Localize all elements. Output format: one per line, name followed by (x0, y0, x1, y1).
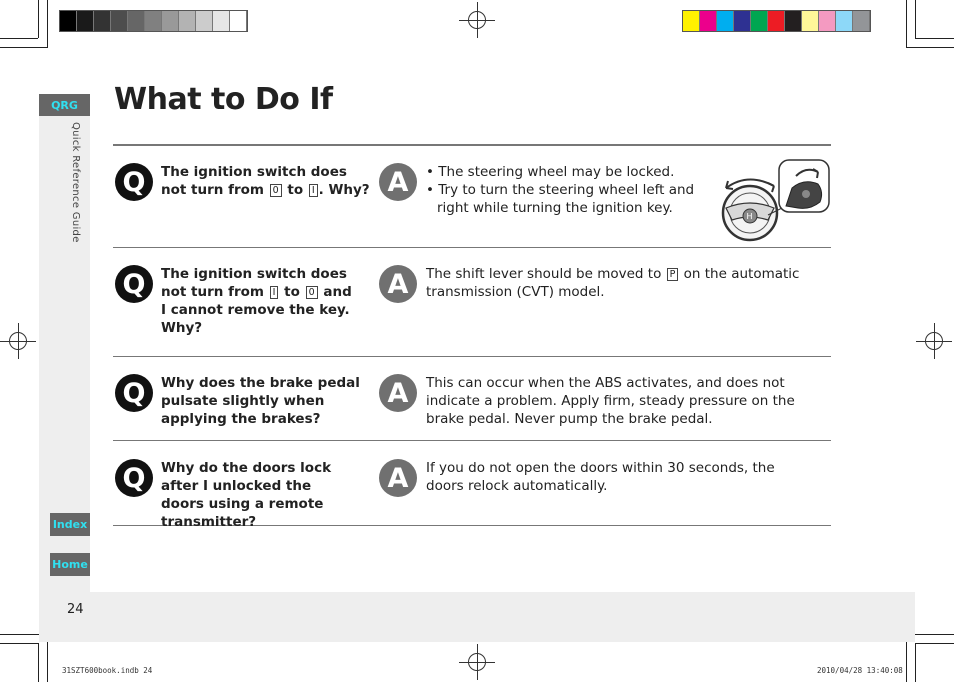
key-symbol: P (667, 268, 679, 281)
color-swatch (768, 11, 785, 31)
qrg-tab[interactable]: QRG (39, 94, 90, 116)
color-swatch (734, 11, 751, 31)
crop-mark (915, 643, 954, 644)
grayscale-color-bar (59, 10, 248, 32)
color-swatch (162, 11, 179, 31)
answer-text-part: on the automatic transmission (CVT) model. (426, 266, 800, 300)
crop-mark (0, 38, 38, 39)
question-text (161, 163, 371, 199)
color-swatch (819, 11, 836, 31)
color-swatch (836, 11, 853, 31)
crop-mark (915, 0, 916, 38)
answer-icon: A (379, 374, 417, 412)
crop-mark (0, 643, 38, 644)
crop-mark (906, 47, 954, 48)
question-icon: Q (115, 374, 153, 412)
color-swatch (802, 11, 819, 31)
footer-band (39, 592, 915, 642)
page-title: What to Do If (114, 82, 333, 117)
answer-bullet: • The steering wheel may be locked. (426, 164, 675, 180)
color-swatch (179, 11, 196, 31)
color-swatch (94, 11, 111, 31)
question-icon: Q (115, 163, 153, 201)
color-swatch (213, 11, 230, 31)
registration-mark-bottom (459, 644, 495, 680)
answer-bullet-text: Try to turn the steering wheel left and right while turning the ignition key. (437, 182, 695, 216)
print-slug-timestamp: 2010/04/28 13:40:08 (817, 666, 903, 675)
color-swatch (853, 11, 870, 31)
color-swatch (683, 11, 700, 31)
crop-mark (38, 643, 39, 682)
print-slug-file: 31SZT600book.indb 24 (62, 666, 153, 675)
color-swatch (785, 11, 802, 31)
color-swatch (700, 11, 717, 31)
divider (113, 356, 831, 357)
key-symbol: I (309, 184, 318, 197)
answer-bullet: • Try to turn the steering wheel left and right while turning the ignition key. (426, 182, 695, 216)
answer-icon: A (379, 265, 417, 303)
key-symbol: 0 (306, 286, 318, 299)
crop-mark (915, 643, 916, 682)
answer-text (426, 265, 816, 301)
section-label: Quick Reference Guide (70, 122, 81, 243)
color-swatch (230, 11, 247, 31)
color-swatch (717, 11, 734, 31)
question-icon: Q (115, 459, 153, 497)
question-text: Why do the doors lock after I unlocked the doors using a remote transmitter? (161, 460, 332, 530)
page-number: 24 (67, 602, 84, 617)
crop-mark (47, 0, 48, 48)
answer-text: This can occur when the ABS activates, and does not indicate a problem. Apply firm, steady pressure on the brake pedal. Never pump the brake pedal. (426, 375, 795, 427)
divider (113, 247, 831, 248)
answer-icon: A (379, 459, 417, 497)
crop-mark (906, 0, 907, 48)
registration-mark-right (916, 323, 952, 359)
answer-text-part: The shift lever should be moved to (426, 266, 666, 282)
crop-mark (915, 38, 954, 39)
divider (113, 440, 831, 441)
answer-text (426, 163, 696, 217)
color-swatch (111, 11, 128, 31)
divider (113, 144, 831, 146)
color-swatch (60, 11, 77, 31)
registration-mark-top (459, 2, 495, 38)
question-text-part: and I cannot remove the key. Why? (161, 284, 352, 336)
question-text-part: to (279, 284, 305, 300)
key-symbol: I (270, 286, 279, 299)
color-swatch (751, 11, 768, 31)
question-text (161, 265, 361, 337)
index-link[interactable]: Index (50, 513, 90, 536)
color-swatch (77, 11, 94, 31)
svg-text:H: H (746, 212, 753, 221)
home-link[interactable]: Home (50, 553, 90, 576)
key-symbol: 0 (270, 184, 282, 197)
question-text-part: to (282, 182, 308, 198)
answer-bullet-text: The steering wheel may be locked. (438, 164, 675, 180)
crop-mark (38, 0, 39, 38)
color-swatch (128, 11, 145, 31)
question-text-part: The ignition switch does not turn from (161, 164, 347, 198)
question-text-part: The ignition switch does not turn from (161, 266, 347, 300)
color-swatch (145, 11, 162, 31)
steering-wheel-illustration (718, 158, 832, 246)
color-swatch (196, 11, 213, 31)
answer-icon: A (379, 163, 417, 201)
question-text-part: . Why? (318, 182, 370, 198)
question-icon: Q (115, 265, 153, 303)
process-color-bar (682, 10, 871, 32)
question-text: Why does the brake pedal pulsate slightly when applying the brakes? (161, 375, 360, 427)
registration-mark-left (0, 323, 36, 359)
crop-mark (0, 47, 48, 48)
answer-text: If you do not open the doors within 30 seconds, the doors relock automatically. (426, 460, 775, 494)
